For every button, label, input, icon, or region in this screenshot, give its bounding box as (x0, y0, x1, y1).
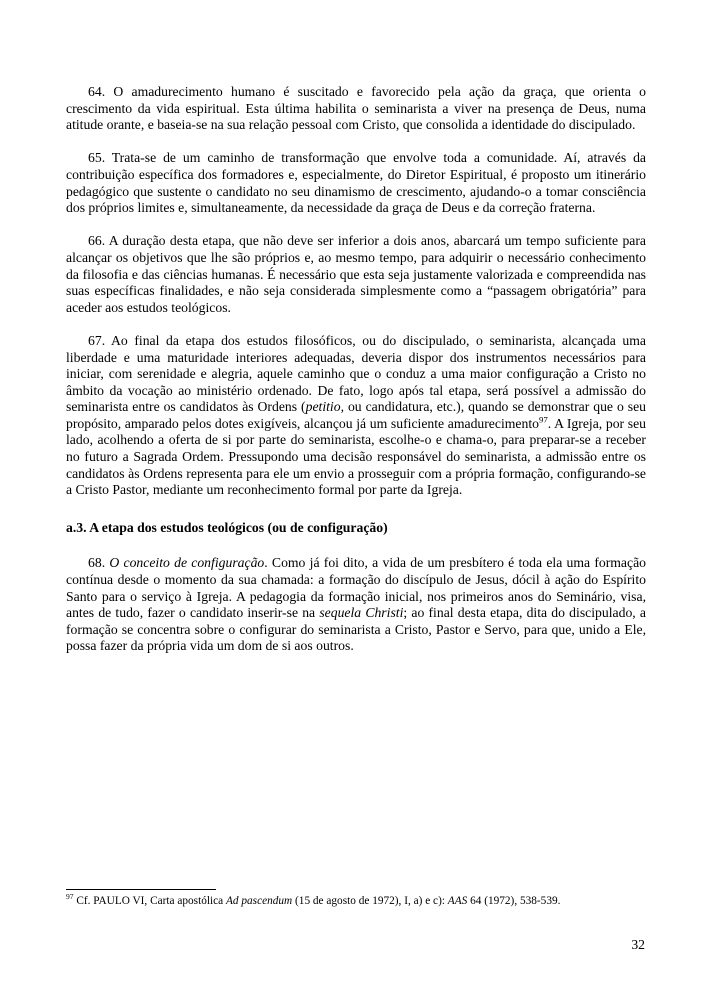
italic-term-sequela-christi: sequela Christi (319, 605, 404, 621)
paragraph-68 (66, 555, 646, 655)
paragraph-68-text: . Como já foi dito, a vida de um presbítero é toda ela uma formação contínua desde o momento da sua chamada: a formação do discípulo de Jesus, dócil à ação do Espírito Santo para o serviço à Igreja. A pedagogia da formação inicial, nos primeiros anos do Seminário, visa, antes de tudo, fazer o candidato inserir-se na (66, 555, 647, 621)
paragraph-64-text: 64. O amadurecimento humano é suscitado e favorecido pela ação da graça, que orienta o crescimento da vida espiritual. Esta última habilita o seminarista a viver na presença de Deus, numa atitude orante, e baseia-se na sua relação pessoal com Cristo, que consolida a identidade do discipulado. (66, 84, 646, 133)
footnote-97 (66, 893, 646, 909)
paragraph-65 (66, 150, 646, 216)
section-heading-a3: a.3. A etapa dos estudos teológicos (ou de configuração) (66, 519, 388, 535)
footnote-area (66, 889, 646, 909)
paragraph-67 (66, 333, 646, 499)
paragraph-68-number: 68. (88, 555, 110, 571)
italic-phrase-conceito-de-configuracao: O conceito de configuração (109, 555, 265, 571)
footnote-97-text: (15 de agosto de 1972), I, a) e c): (292, 895, 448, 907)
paragraph-66-text: 66. A duração desta etapa, que não deve ser inferior a dois anos, abarcará um tempo suficiente para alcançar os objetivos que lhe são próprios e, ao mesmo tempo, para adquirir o necessário conhecimento da filosofia e das ciências humanas. É necessário que esta seja justamente valorizada e compreendida nas suas específicas finalidades, e não seja considerada simplesmente como a “passagem obrigatória” para aceder aos estudos teológicos. (66, 233, 646, 315)
paragraph-68-text: ; ao final desta etapa, dita do discipulado, a formação se concentra sobre o configurar do seminarista a Cristo, Pastor e Servo, para que, unido a Ele, possa fazer da própria vida um dom de si aos outros. (66, 605, 646, 654)
footnote-reference-97: 97 (538, 414, 548, 425)
page-number: 32 (631, 937, 645, 952)
footnote-separator-rule (66, 889, 216, 890)
italic-abbrev-aas: AAS (447, 895, 468, 907)
paragraph-67-text: 67. Ao final da etapa dos estudos filosóficos, ou do discipulado, o seminarista, alcançada uma liberdade e uma maturidade interiores adequadas, deveria dispor dos instrumentos necessários para iniciar, com serenidade e alegria, aquele caminho que o conduz a uma maior configuração a Cristo no âmbito da vocação ao ministério ordenado. De fato, logo após tal etapa, será possível a admissão do seminarista entre os candidatos às Ordens ( (66, 332, 646, 415)
paragraph-67-text: . A Igreja, por seu lado, acolhendo a oferta de si por parte do seminarista, escolhe-o e chama-o, para preparar-se a receber no futuro a Sagrada Ordem. Pressupondo uma decisão responsável do seminarista, a admissão entre os candidatos às Ordens representa para ele um envio a prosseguir com a própria formação, configurando-se a Cristo Pastor, mediante um reconhecimento formal por parte da Igreja. (66, 415, 646, 498)
paragraph-66 (66, 233, 646, 316)
paragraph-65-text: 65. Trata-se de um caminho de transformação que envolve toda a comunidade. Aí, através da contribuição específica dos formadores e, especialmente, do Diretor Espiritual, é proposto um itinerário pedagógico que sustente o candidato no seu dinamismo de crescimento, ajudando-o a tomar consciência dos próprios limites e, simultaneamente, da necessidade da graça de Deus e da correção fraterna. (66, 150, 646, 216)
italic-title-ad-pascendum: Ad pascendum (226, 895, 293, 907)
italic-term-petitio: petitio (305, 399, 341, 415)
footnote-97-marker: 97 (66, 892, 74, 902)
paragraph-64 (66, 84, 646, 134)
paragraph-67-text: , ou candidatura, etc.), quando se demonstrar que o seu propósito, amparado pelos dotes exigíveis, alcançou já um suficiente amadurecimento (66, 399, 646, 431)
footnote-97-text: 64 (1972), 538-539. (467, 895, 561, 907)
footnote-97-text: Cf. PAULO VI, Carta apostólica (73, 895, 226, 907)
document-body (66, 84, 646, 672)
